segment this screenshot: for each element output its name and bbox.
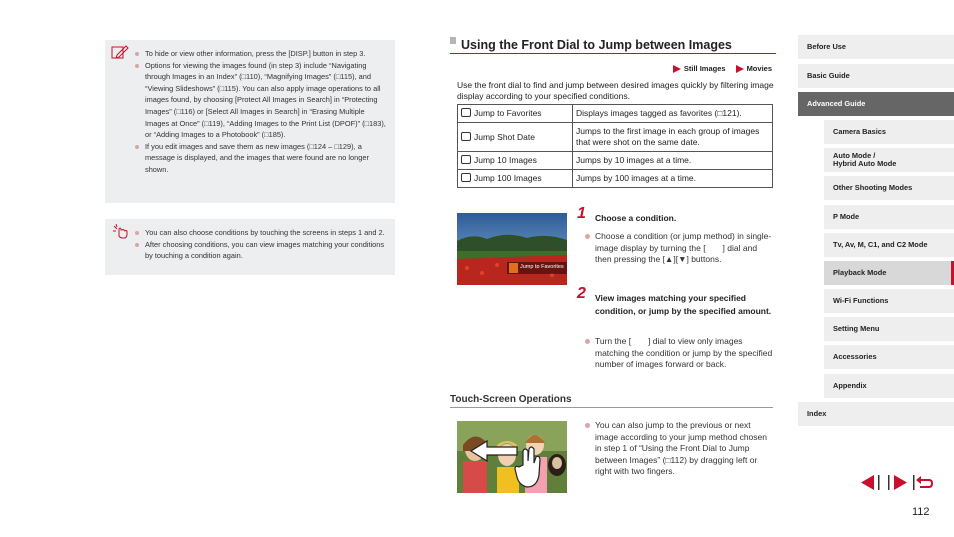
nav-other-shooting-modes[interactable]: Other Shooting Modes [824,176,954,200]
step-number: 1 [577,205,586,222]
nav-p-mode[interactable]: P Mode [824,205,954,229]
jump-name: Jump to Favorites [474,108,542,118]
jump-methods-table [457,104,773,188]
touch-note [105,219,395,275]
step-text: Choose a condition (or jump method) in single-image display by turning the [ ] dial and then pressing the [▲][▼] buttons. [585,231,773,266]
table-cell [458,123,573,152]
nav-accessories[interactable]: Accessories [824,345,954,369]
jump-name: Jump 10 Images [474,155,537,165]
nav-auto-mode[interactable]: Auto Mode / Hybrid Auto Mode [824,148,954,172]
note-item: If you edit images and save them as new images (□124 – □129), a message is displayed, and the images that were found are no longer shown. [132,141,387,176]
previous-page-icon[interactable] [860,474,882,491]
note-item: To hide or view other information, press the [DISP.] button in step 3. [132,48,387,60]
page-number: 112 [912,506,930,518]
return-icon[interactable] [912,474,934,491]
nav-before-use[interactable]: Before Use [798,35,954,59]
touch-text: You can also jump to the previous or next image according to your jump method chosen in step 1 of “Using the Front Dial to Jump between Images” (□112) by dragging left or right with two fingers. [585,420,773,478]
camera-screen-photo [457,213,567,285]
touch-screen-photo [457,421,567,493]
next-page-icon[interactable] [886,474,908,491]
triangle-icon [736,65,744,73]
step-number: 2 [577,285,586,302]
step-title: View images matching your specified condition, or jump by the specified amount. [595,293,772,316]
table-cell [458,105,573,123]
section-rule [450,407,773,408]
jump-name: Jump 100 Images [474,173,542,183]
movies-label: Movies [746,64,772,73]
nav-basic-guide[interactable]: Basic Guide [798,64,954,88]
note-item: After choosing conditions, you can view images matching your conditions by touching a condition again. [132,239,387,262]
jump-100-icon [461,173,471,182]
shot-date-jump-icon [461,132,471,141]
section-title: Touch-Screen Operations [450,394,572,405]
table-row [458,105,773,123]
table-row [458,123,773,152]
page-title: Using the Front Dial to Jump between Images [461,38,732,52]
table-row [458,170,773,188]
heading-rule [450,53,776,54]
touch-hand-icon [111,223,129,239]
step-text: Turn the [ ] dial to view only images matching the condition or jump by the specified number of images forward or back. [585,336,773,371]
heading-marker [450,37,456,44]
note-item: You can also choose conditions by touching the screens in steps 1 and 2. [132,227,387,239]
nav-camera-basics[interactable]: Camera Basics [824,120,954,144]
table-cell: Jumps by 100 images at a time. [573,170,773,188]
nav-playback-mode[interactable]: Playback Mode [824,261,954,285]
table-cell: Jumps by 10 images at a time. [573,152,773,170]
still-images-label: Still Images [683,64,726,73]
table-cell [458,170,573,188]
table-cell [458,152,573,170]
nav-advanced-guide[interactable]: Advanced Guide [798,92,954,116]
mode-indicators [673,63,772,75]
nav-index[interactable]: Index [798,402,954,426]
screen-overlay-text: Jump to Favorites [520,264,564,270]
jump-10-icon [461,155,471,164]
movies-mode [736,63,772,75]
jump-name: Jump Shot Date [474,131,535,142]
favorites-jump-icon [461,108,471,117]
note-item: Options for viewing the images found (in step 3) include “Navigating through Images in an Index” (□110), “Magnifying Images” (□115), and “Viewing Slideshows” (□115). You can also apply image operations to all images found, by choosing [Protect All Images in Search] in “Protecting Images” (□116) or [Select All Images in Search] in “Erasing Multiple Images at Once” (□119), “Adding Images to the Print List (DPOF)” (□183), or “Adding Images to a Photobook” (□185). [132,60,387,141]
nav-appendix[interactable]: Appendix [824,374,954,398]
triangle-icon [673,65,681,73]
nav-wifi-functions[interactable]: Wi-Fi Functions [824,289,954,313]
step-title: Choose a condition. [595,213,677,223]
pencil-memo-icon [111,44,129,60]
table-cell: Jumps to the first image in each group of images that were shot on the same date. [573,123,773,152]
intro-text: Use the front dial to find and jump between desired images quickly by filtering image display according to your specified conditions. [457,80,774,101]
table-row [458,152,773,170]
memo-note [105,40,395,203]
nav-setting-menu[interactable]: Setting Menu [824,317,954,341]
still-images-mode [673,63,726,75]
nav-tv-av-m-mode[interactable]: Tv, Av, M, C1, and C2 Mode [824,233,954,257]
table-cell: Displays images tagged as favorites (□121). [573,105,773,123]
